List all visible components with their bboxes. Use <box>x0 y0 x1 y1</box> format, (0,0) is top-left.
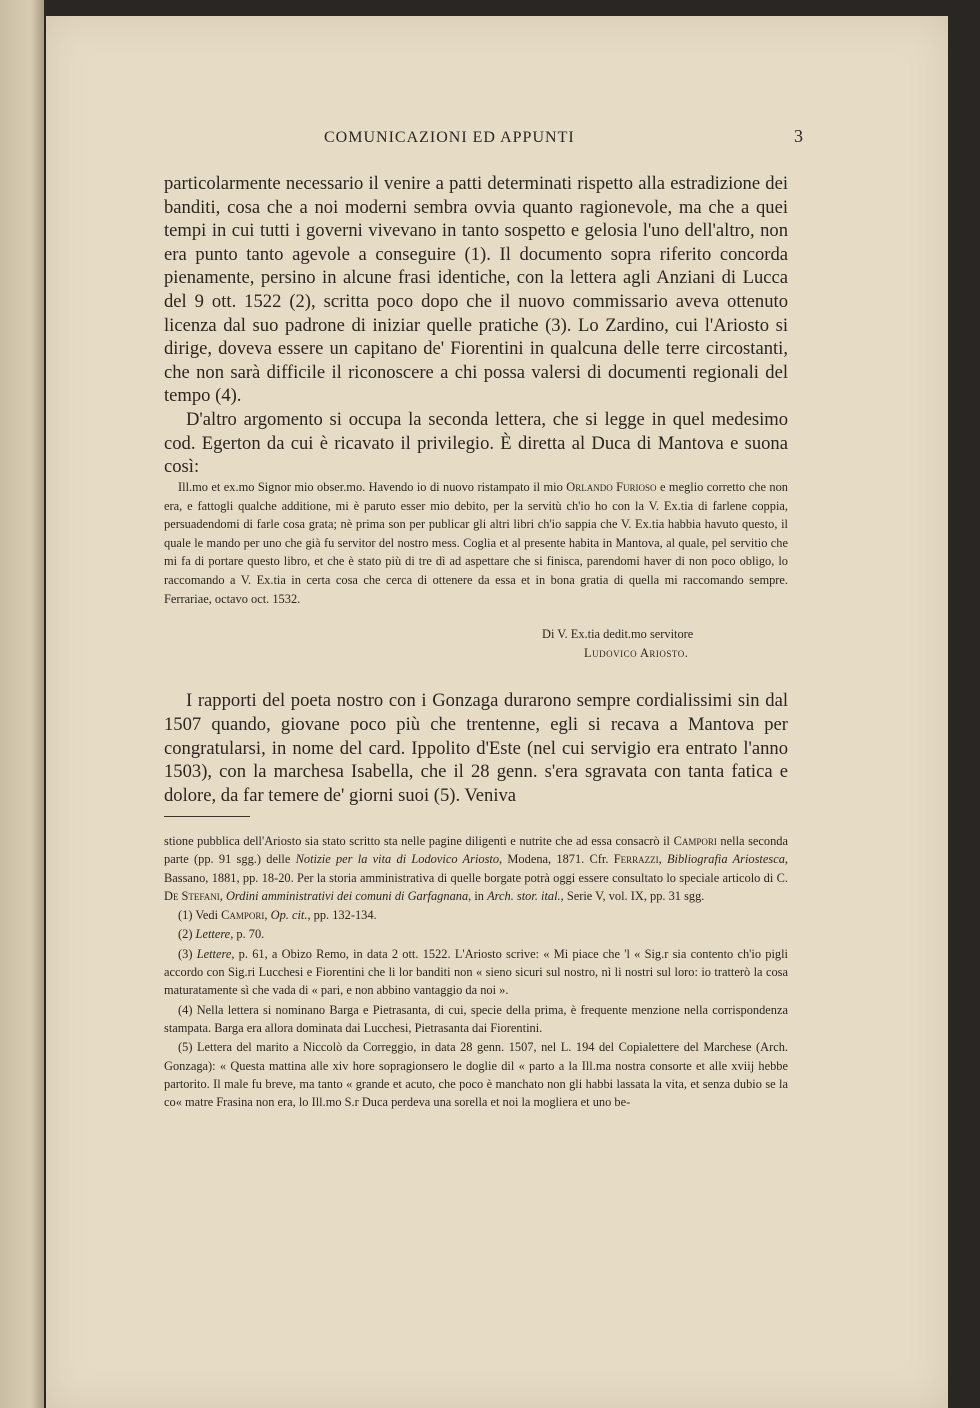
fn-text: , p. 70. <box>230 927 265 942</box>
letter-closing: Di V. Ex.tia dedit.mo servitore <box>542 627 694 641</box>
fn-text: , Bassano, 1881, pp. 18-20. Per la storia amministrativa di quelle borgate potrà oggi essere consultato lo speciale articolo di C. <box>164 852 789 885</box>
fn-text: , Serie V, vol. IX, pp. 31 sgg. <box>560 888 705 903</box>
page-number: 3 <box>794 126 804 146</box>
fn-title: Arch. stor. ital. <box>487 888 561 903</box>
fn-text: (2) <box>178 927 196 942</box>
fn-title: Ordini amministrativi dei comuni di Garfagnana <box>225 888 469 903</box>
fn-title: Lettere <box>196 946 232 961</box>
running-head <box>164 126 804 153</box>
footnote-2 <box>164 925 788 943</box>
letter-text-b: e meglio corretto che non era, e fattogli qualche additione, mi è paruto esser mio debito, per la servitù ch'io ho con la V. Ex.tia di farlene coppia, persuadendomi di farle cosa grata; nè prima son per publicar gli altri libri ch'io sappia che V. Ex.tia habbia havuto questo, il quale le mando per uno che già fu servitor del nostro mess. Coglia et al presente habita in Mantova, al quale, pel servitio che mi fa di portare questo libro, et che è stato più di tre dì ad aspettare che si finisca, parendomi haver di non poco obligo, lo raccomando a V. Ex.tia in certa cosa che cerca di ottenere da essa et in bona gratia di quella mi raccomando sempre. Ferrariae, octavo oct. 1532. <box>164 480 788 606</box>
footnote-3 <box>164 945 788 1000</box>
letter-signature: Ludovico Ariosto. <box>584 646 689 660</box>
fn-title: Bibliografia Ariostesca <box>666 852 785 867</box>
fn-text: , <box>264 908 271 923</box>
fn-author: Campori <box>221 908 265 923</box>
running-head-title: COMUNICAZIONI ED APPUNTI <box>324 129 575 146</box>
letter-text-a: Ill.mo et ex.mo Signor mio obser.mo. Havendo io di nuovo ristampato il mio <box>178 480 567 494</box>
fn-text: (1) Vedi <box>178 908 222 923</box>
fn-author: De Stefani <box>164 888 220 903</box>
main-text <box>164 172 788 479</box>
fn-text: (3) <box>178 946 197 961</box>
fn-text: , <box>219 888 226 903</box>
fn-text: , in <box>468 888 488 903</box>
footnotes <box>164 832 788 1112</box>
paragraph-2: D'altro argomento si occupa la seconda lettera, che si legge in quel medesimo cod. Egerton da cui è ricavato il privilegio. È diretta al Duca di Mantova e suona così: <box>164 408 788 478</box>
footnote-1 <box>164 906 788 924</box>
fn-title: Notizie per la vita di Lodovico Ariosto <box>295 852 500 867</box>
fn-title: Op. cit. <box>270 908 308 923</box>
quoted-letter <box>164 478 788 608</box>
fn-text: , p. 61, a Obizo Remo, in data 2 ott. 1522. L'Ariosto scrive: « Mi piace che 'l « Sig.r sia contento ch'io pigli accordo con Sig.ri Lucchesi e Fiorentini che li lor banditi non « sieno sicuri sul nostro, nì li nostri sul loro: io tratterò la cosa maturatamente sì che vada di « pari, e non abbino vantaggio da noi ». <box>164 946 788 998</box>
book-page <box>46 16 948 1408</box>
fn-text: , Modena, 1871. Cfr. <box>499 852 614 867</box>
fn-text: nella seconda parte (pp. 91 sgg.) delle <box>164 834 788 867</box>
fn-title: Lettere <box>195 927 231 942</box>
letter-work-title: Orlando Furioso <box>566 480 657 494</box>
paragraph-1: particolarmente necessario il venire a patti determinati rispetto alla estradizione dei banditi, cosa che a noi moderni sembra ovvia quanto ragionevole, ma che a quei tempi in cui tutti i governi vivevano in tanto sospetto e gelosia l'uno dell'altro, non era punto tanto agevole a conseguire (1). Il documento sopra riferito concorda pienamente, persino in alcune frasi identiche, con la lettera agli Anziani di Lucca del 9 ott. 1522 (2), scritta poco dopo che il nuovo commissario aveva ottenuto licenza dal suo padrone di iniziar quelle pratiche (3). Lo Zardino, cui l'Ariosto si dirige, doveva essere un capitano de' Fiorentini in qualcuna delle terre circostanti, che non sarà difficile il riconoscere a chi possa valersi di documenti regionali del tempo (4). <box>164 173 788 407</box>
fn-text: stione pubblica dell'Ariosto sia stato scritto sta nelle pagine diligenti e nutrite che ad essa consacrò il <box>164 834 674 848</box>
paragraph-3: I rapporti del poeta nostro con i Gonzaga durarono sempre cordialissimi sin dal 1507 quando, giovane poco più che trentenne, egli si recava a Mantova per congratularsi, in nome del card. Ippolito d'Este (nel cui servigio era entrato l'anno 1503), con la marchesa Isabella, che il 28 genn. s'era sgravata con tanta fatica e dolore, da far temere de' giorni suoi (5). Veniva <box>164 690 788 807</box>
footnote-5: (5) Lettera del marito a Niccolò da Correggio, in data 28 genn. 1507, nel L. 194 del Copialettere del Marchese (Arch. Gonzaga): « Questa mattina alle xiv hore sopragionsero le doglie dil « parto a la Ill.ma nostra consorte et alle xviij hebbe partorito. Il male fu breve, ma tanto « grande et acuto, che poco è manchato non gli habbi lassata la vita, et senza dubio se la co« matre Frasina non era, lo Ill.mo S.r Duca perdeva una sorella et noi la mogliera et uno be- <box>164 1040 788 1110</box>
binding-edge <box>0 0 44 1408</box>
fn-text: , pp. 132-134. <box>307 908 377 923</box>
fn-author: Ferrazzi <box>613 852 659 867</box>
fn-text: , <box>658 852 667 867</box>
footnote-continuation <box>164 832 788 905</box>
main-text-continued <box>164 689 788 808</box>
footnote-rule <box>164 816 250 817</box>
fn-author: Campori <box>673 834 717 848</box>
footnote-4: (4) Nella lettera si nominano Barga e Pietrasanta, di cui, specie della prima, è frequente menzione nella corrispondenza stampata. Barga era allora dominata dai Lucchesi, Pietrasanta dai Fiorentini. <box>164 1002 788 1035</box>
letter-text <box>164 478 788 608</box>
